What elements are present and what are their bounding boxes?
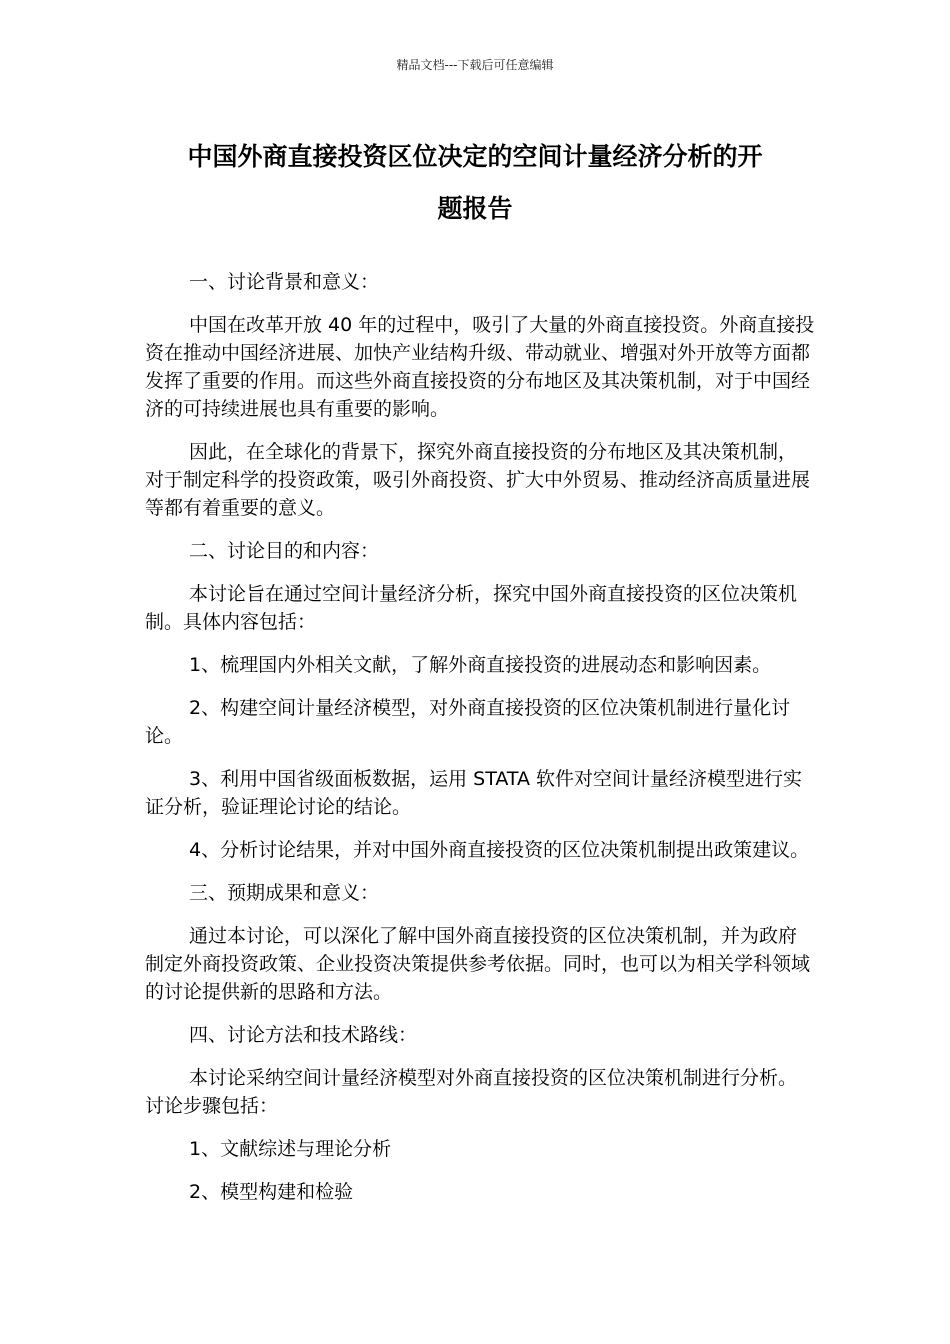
list-item-purpose-3: 3、利用中国省级面板数据，运用 STATA 软件对空间计量经济模型进行实证分析，验证理论讨论的结论。 — [145, 768, 803, 818]
list-item-methods-2: 2、模型构建和检验 — [189, 1181, 354, 1203]
document-body — [145, 268, 815, 1221]
section-heading-outcomes: 三、预期成果和意义： — [189, 882, 380, 904]
paragraph-purpose-intro: 本讨论旨在通过空间计量经济分析，探究中国外商直接投资的区位决策机制。具体内容包括： — [145, 583, 798, 633]
section-heading-purpose: 二、讨论目的和内容： — [189, 540, 380, 562]
list-item-purpose-4: 4、分析讨论结果，并对中国外商直接投资的区位决策机制提出政策建议。 — [189, 839, 810, 861]
list-item-purpose-1: 1、梳理国内外相关文献，了解外商直接投资的进展动态和影响因素。 — [189, 654, 772, 676]
title-line-2: 题报告 — [437, 194, 513, 223]
paragraph-methods-intro: 本讨论采纳空间计量经济模型对外商直接投资的区位决策机制进行分析。讨论步骤包括： — [145, 1067, 798, 1117]
section-heading-methods: 四、讨论方法和技术路线： — [189, 1024, 418, 1046]
paragraph-background-1: 中国在改革开放 40 年的过程中，吸引了大量的外商直接投资。外商直接投资在推动中国经济进展、加快产业结构升级、带动就业、增强对外开放等方面都发挥了重要的作用。而这些外商直接投资的分布地区及其决策机制，对于中国经济的可持续进展也具有重要的影响。 — [145, 314, 815, 420]
paragraph-outcomes: 通过本讨论，可以深化了解中国外商直接投资的区位决策机制，并为政府制定外商投资政策、企业投资决策提供参考依据。同时，也可以为相关学科领域的讨论提供新的思路和方法。 — [145, 925, 811, 1003]
section-heading-background: 一、讨论背景和意义： — [189, 271, 380, 293]
paragraph-background-2: 因此，在全球化的背景下，探究外商直接投资的分布地区及其决策机制，对于制定科学的投资政策，吸引外商投资、扩大中外贸易、推动经济高质量进展等都有着重要的意义。 — [145, 441, 811, 519]
list-item-methods-1: 1、文献综述与理论分析 — [189, 1138, 392, 1160]
title-line-1: 中国外商直接投资区位决定的空间计量经济分析的开 — [187, 142, 763, 171]
page-header: 精品文档---下载后可任意编辑 — [396, 58, 554, 72]
document-title — [140, 131, 810, 235]
list-item-purpose-2: 2、构建空间计量经济模型，对外商直接投资的区位决策机制进行量化讨论。 — [145, 697, 791, 747]
